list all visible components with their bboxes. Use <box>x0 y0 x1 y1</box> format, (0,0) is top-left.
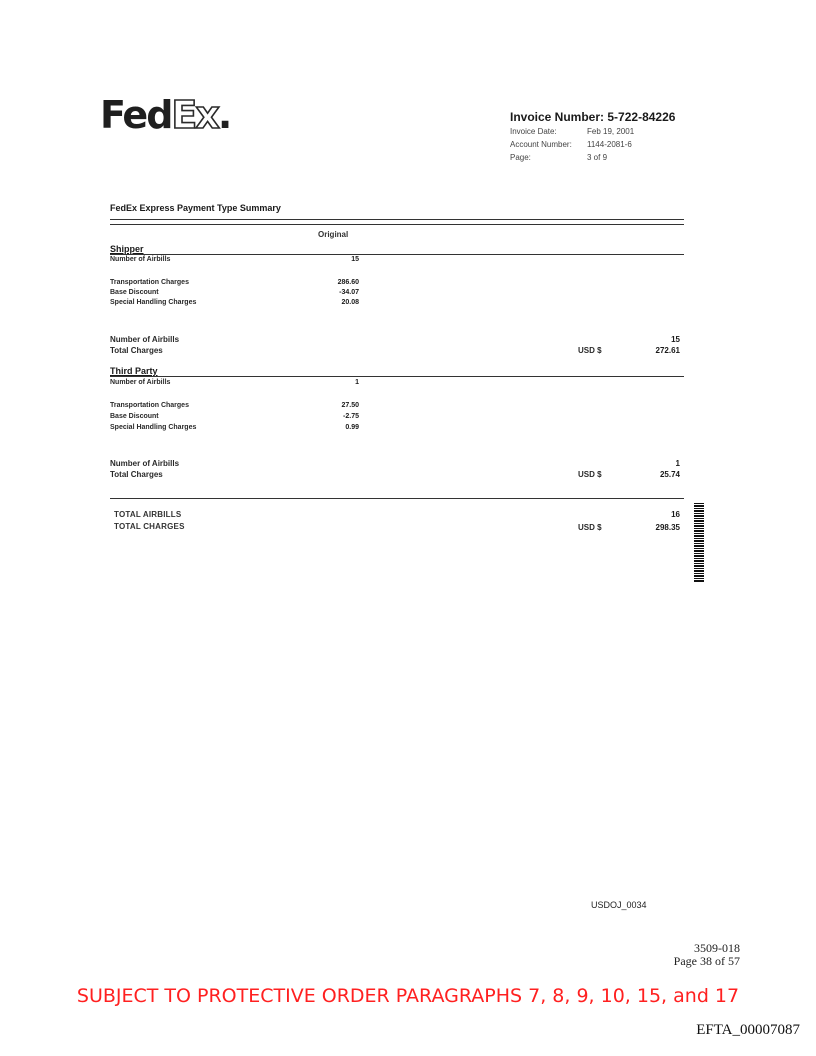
airbills-label: Number of Airbills <box>110 256 171 263</box>
currency-label: USD $ <box>578 346 602 355</box>
total-charges-value: 25.74 <box>659 470 680 479</box>
total-charges-label: Total Charges <box>110 346 163 355</box>
line-label: Special Handling Charges <box>110 424 197 431</box>
invoice-date-row <box>510 127 670 137</box>
document-id: USDOJ_0034 <box>591 900 647 910</box>
count-label: Number of Airbills <box>110 335 180 344</box>
invoice-number-heading <box>510 110 675 124</box>
total-charges-value: 298.35 <box>655 523 680 532</box>
protective-order-notice: SUBJECT TO PROTECTIVE ORDER PARAGRAPHS 7, 8, 9, 10, 15, and 17 <box>76 985 740 1007</box>
divider <box>110 376 684 377</box>
barcode <box>694 503 704 583</box>
invoice-number-label: Invoice Number: <box>510 110 605 124</box>
section-title: FedEx Express Payment Type Summary <box>110 203 281 213</box>
line-value: -34.07 <box>339 289 359 296</box>
line-label: Base Discount <box>110 413 159 420</box>
airbills-label: Number of Airbills <box>110 379 171 386</box>
line-label: Special Handling Charges <box>110 299 197 306</box>
count-value: 1 <box>675 459 680 468</box>
account-number: 1144-2081-6 <box>587 140 632 149</box>
page-value: 3 of 9 <box>587 153 608 162</box>
total-charges-label: TOTAL CHARGES <box>114 522 185 531</box>
bates-number: 3509-018 <box>694 941 740 955</box>
currency-label: USD $ <box>578 470 602 479</box>
divider <box>110 224 684 225</box>
page-row <box>510 153 670 163</box>
page-label: Page: <box>510 153 531 162</box>
total-charges-value: 272.61 <box>655 346 680 355</box>
column-header-original: Original <box>318 230 349 239</box>
line-label: Transportation Charges <box>110 402 189 409</box>
airbills-value: 1 <box>355 379 359 386</box>
count-value: 15 <box>671 335 680 344</box>
total-airbills-label: TOTAL AIRBILLS <box>114 510 182 519</box>
line-label: Transportation Charges <box>110 279 189 286</box>
divider <box>110 498 684 499</box>
fedex-logo: FedEx. <box>100 93 231 137</box>
efta-number: EFTA_00007087 <box>696 1022 800 1038</box>
airbills-value: 15 <box>351 256 359 263</box>
line-value: 27.50 <box>341 402 359 409</box>
line-value: 286.60 <box>337 279 359 286</box>
bates-block <box>600 942 740 968</box>
account-number-row <box>510 140 670 150</box>
line-value: 0.99 <box>345 424 359 431</box>
line-value: -2.75 <box>343 413 359 420</box>
page-of: Page 38 of 57 <box>673 954 740 968</box>
account-number-label: Account Number: <box>510 140 572 149</box>
line-label: Base Discount <box>110 289 159 296</box>
divider <box>110 254 684 255</box>
line-value: 20.08 <box>341 299 359 306</box>
invoice-date-label: Invoice Date: <box>510 127 557 136</box>
total-airbills-value: 16 <box>671 510 680 519</box>
count-label: Number of Airbills <box>110 459 180 468</box>
total-charges-label: Total Charges <box>110 470 163 479</box>
group-heading-shipper: Shipper <box>110 244 144 254</box>
currency-label: USD $ <box>578 523 602 532</box>
divider <box>110 219 684 220</box>
invoice-number: 5-722-84226 <box>607 110 676 124</box>
invoice-date: Feb 19, 2001 <box>587 127 635 136</box>
group-heading-third-party: Third Party <box>110 366 158 376</box>
